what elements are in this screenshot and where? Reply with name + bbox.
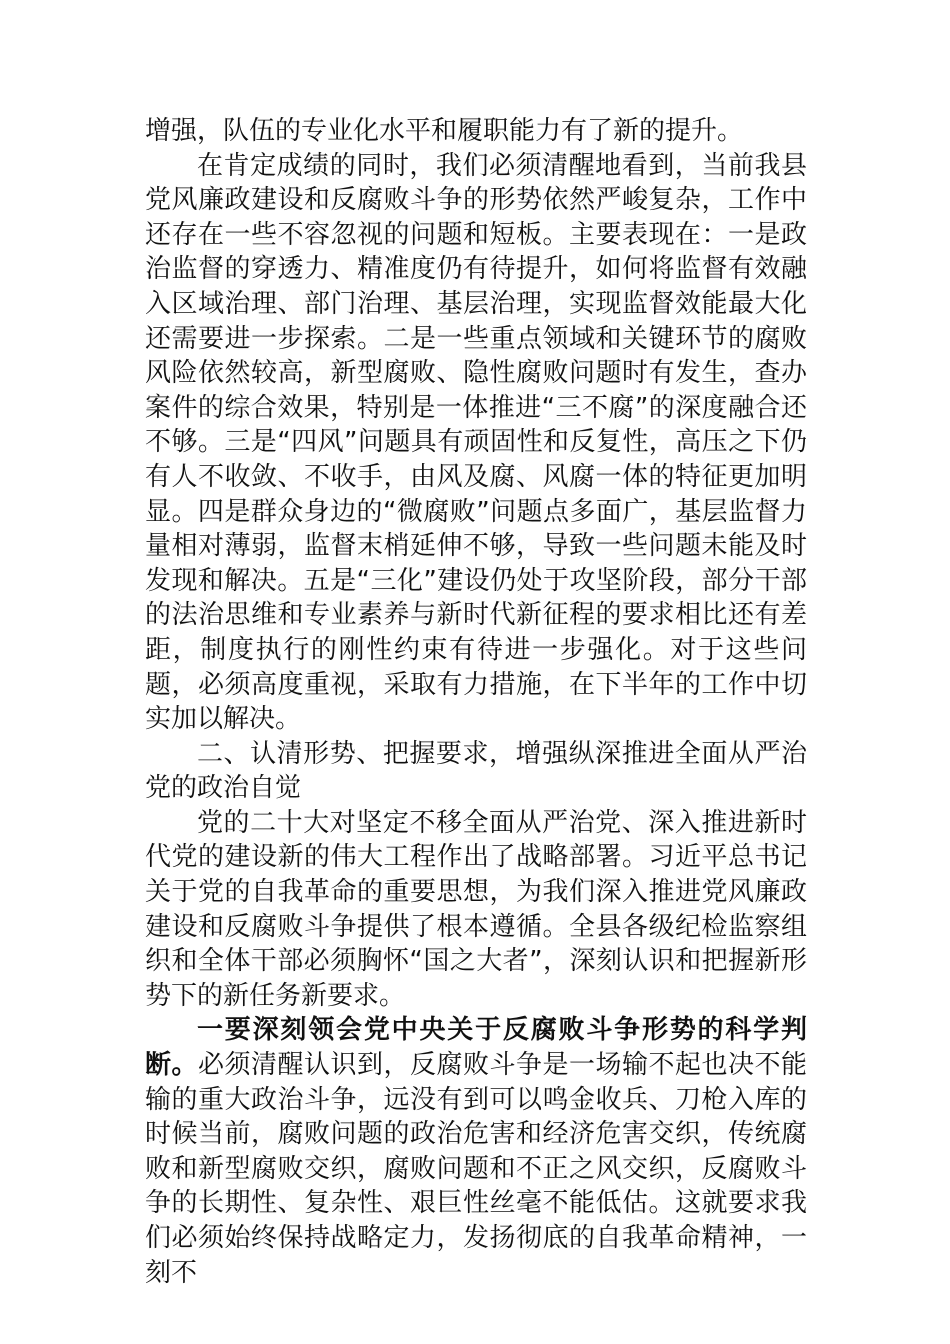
paragraph-judgment [145, 1013, 807, 1290]
paragraph-problems: 在肯定成绩的同时，我们必须清醒地看到，当前我县党风廉政建设和反腐败斗争的形势依然严峻复杂，工作中还存在一些不容忽视的问题和短板。主要表现在：一是政治监督的穿透力、精准度仍有待提升，如何将监督有效融入区域治理、部门治理、基层治理，实现监督效能最大化还需要进一步探索。二是一些重点领域和关键环节的腐败风险依然较高，新型腐败、隐性腐败问题时有发生，查办案件的综合效果，特别是一体推进“三不腐”的深度融合还不够。三是“四风”问题具有顽固性和反复性，高压之下仍有人不收敛、不收手，由风及腐、风腐一体的特征更加明显。四是群众身边的“微腐败”问题点多面广，基层监督力量相对薄弱，监督末梢延伸不够，导致一些问题未能及时发现和解决。五是“三化”建设仍处于攻坚阶段，部分干部的法治思维和专业素养与新时代新征程的要求相比还有差距，制度执行的刚性约束有待进一步强化。对于这些问题，必须高度重视，采取有力措施，在下半年的工作中切实加以解决。 [145, 150, 807, 735]
document-body [145, 114, 807, 1290]
paragraph-party-congress: 党的二十大对坚定不移全面从严治党、深入推进新时代党的建设新的伟大工程作出了战略部署。习近平总书记关于党的自我革命的重要思想，为我们深入推进党风廉政建设和反腐败斗争提供了根本遵循。全县各级纪检监察组织和全体干部必须胸怀“国之大者”，深刻认识和把握新形势下的新任务新要求。 [145, 807, 807, 1011]
paragraph-judgment-body: 必须清醒认识到，反腐败斗争是一场输不起也决不能输的重大政治斗争，远没有到可以鸣金收兵、刀枪入库的时候当前，腐败问题的政治危害和经济危害交织，传统腐败和新型腐败交织，腐败问题和不正之风交织，反腐败斗争的长期性、复杂性、艰巨性丝毫不能低估。这就要求我们必须始终保持战略定力，发扬彻底的自我革命精神，一刻不 [145, 1050, 807, 1288]
section-heading: 二、认清形势、把握要求，增强纵深推进全面从严治党的政治自觉 [145, 738, 807, 804]
paragraph-lead-bold: 一要深刻领会党中央关于反腐败斗争形势的科学判断。 [145, 1015, 807, 1081]
paragraph-continuation: 增强，队伍的专业化水平和履职能力有了新的提升。 [145, 116, 744, 146]
